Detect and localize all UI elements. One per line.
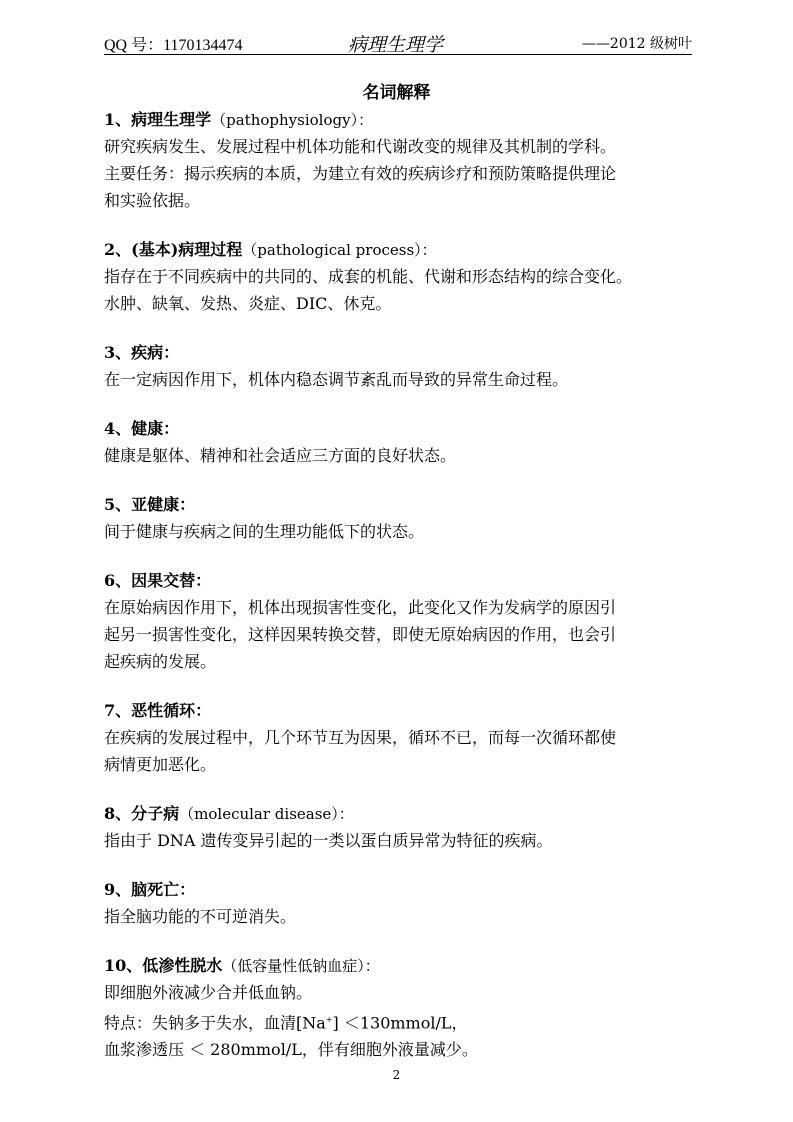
term-spacer bbox=[104, 545, 704, 568]
term-spacer bbox=[104, 469, 704, 492]
term-spacer bbox=[104, 317, 704, 340]
term-heading bbox=[104, 416, 704, 442]
term-list bbox=[104, 107, 704, 1063]
definition-line: 健康是躯体、精神和社会适应三方面的良好状态。 bbox=[104, 446, 457, 465]
header-rule bbox=[104, 54, 692, 55]
header-author: ——2012 级树叶 bbox=[581, 36, 692, 52]
definition-line: 主要任务：揭示疾病的本质，为建立有效的疾病诊疗和预防策略提供理论 bbox=[104, 164, 617, 183]
term-note: （pathological process）： bbox=[242, 241, 437, 259]
definition-line: 间于健康与疾病之间的生理功能低下的状态。 bbox=[104, 522, 425, 541]
term-block bbox=[104, 953, 704, 1063]
term-spacer bbox=[104, 854, 704, 877]
term-note: （低容量性低钠血症）： bbox=[222, 957, 380, 975]
term-spacer bbox=[104, 778, 704, 801]
term-heading bbox=[104, 237, 704, 263]
header-subject: 病理生理学 bbox=[348, 34, 444, 56]
term-name: 4、健康： bbox=[104, 419, 180, 438]
definition-line: 起疾病的发展。 bbox=[104, 652, 217, 671]
definition-line: 水肿、缺氧、发热、炎症、DIC、休克。 bbox=[104, 294, 392, 313]
definition-line: 血浆渗透压 ＜ 280mmol/L，伴有细胞外液量减少。 bbox=[104, 1040, 478, 1060]
term-name: 9、脑死亡： bbox=[104, 880, 196, 899]
header-qq: QQ 号：1170134474 bbox=[104, 37, 243, 54]
term-block bbox=[104, 568, 704, 675]
term-name: 1、病理生理学 bbox=[104, 110, 212, 129]
definition-line: 指由于 DNA 遗传变异引起的一类以蛋白质异常为特征的疾病。 bbox=[104, 831, 553, 850]
definition-line: 病情更加恶化。 bbox=[104, 755, 217, 774]
term-heading bbox=[104, 568, 704, 594]
definition-line: 在一定病因作用下，机体内稳态调节紊乱而导致的异常生命过程。 bbox=[104, 370, 569, 389]
term-heading bbox=[104, 492, 704, 518]
page-number: 2 bbox=[392, 1068, 401, 1082]
term-note: （molecular disease）： bbox=[179, 805, 354, 823]
term-heading bbox=[104, 877, 704, 903]
term-block bbox=[104, 416, 704, 469]
term-heading bbox=[104, 698, 704, 724]
superscript-plus: + bbox=[325, 1015, 333, 1024]
term-name: 6、因果交替： bbox=[104, 571, 212, 590]
term-name: 8、分子病 bbox=[104, 804, 180, 823]
term-heading bbox=[104, 953, 704, 979]
definition-line: 和实验依据。 bbox=[104, 191, 201, 210]
term-name: 2、(基本)病理过程 bbox=[104, 240, 243, 259]
term-block bbox=[104, 237, 704, 317]
term-heading bbox=[104, 340, 704, 366]
term-block bbox=[104, 340, 704, 393]
term-spacer bbox=[104, 393, 704, 416]
definition-line: 起另一损害性变化，这样因果转换交替，即使无原始病因的作用，也会引 bbox=[104, 625, 617, 644]
term-name: 5、亚健康： bbox=[104, 495, 196, 514]
definition-line: 指全脑功能的不可逆消失。 bbox=[104, 907, 297, 926]
definition-line: 特点：失钠多于失水，血清[Na+] ＜130mmol/L， bbox=[104, 1013, 468, 1033]
section-title: 名词解释 bbox=[362, 83, 431, 103]
definition-line: 在原始病因作用下，机体出现损害性变化，此变化又作为发病学的原因引 bbox=[104, 598, 617, 617]
definition-line: 在疾病的发展过程中，几个环节互为因果，循环不已，而每一次循环都使 bbox=[104, 728, 617, 747]
term-block bbox=[104, 877, 704, 930]
term-block bbox=[104, 492, 704, 545]
term-spacer bbox=[104, 930, 704, 953]
term-note: （pathophysiology）： bbox=[211, 111, 374, 129]
term-spacer bbox=[104, 214, 704, 237]
term-block bbox=[104, 698, 704, 778]
term-name: 10、低渗性脱水 bbox=[104, 956, 223, 975]
term-heading bbox=[104, 801, 704, 827]
term-name: 3、疾病： bbox=[104, 343, 180, 362]
term-spacer bbox=[104, 675, 704, 698]
term-block bbox=[104, 801, 704, 854]
definition-line: 研究疾病发生、发展过程中机体功能和代谢改变的规律及其机制的学科。 bbox=[104, 137, 617, 156]
definition-line: 即细胞外液减少合并低血钠。 bbox=[104, 983, 313, 1002]
term-block bbox=[104, 107, 704, 214]
term-heading bbox=[104, 107, 704, 133]
definition-line: 指存在于不同疾病中的共同的、成套的机能、代谢和形态结构的综合变化。 bbox=[104, 267, 633, 286]
term-name: 7、恶性循环： bbox=[104, 701, 212, 720]
page-header bbox=[104, 30, 692, 56]
